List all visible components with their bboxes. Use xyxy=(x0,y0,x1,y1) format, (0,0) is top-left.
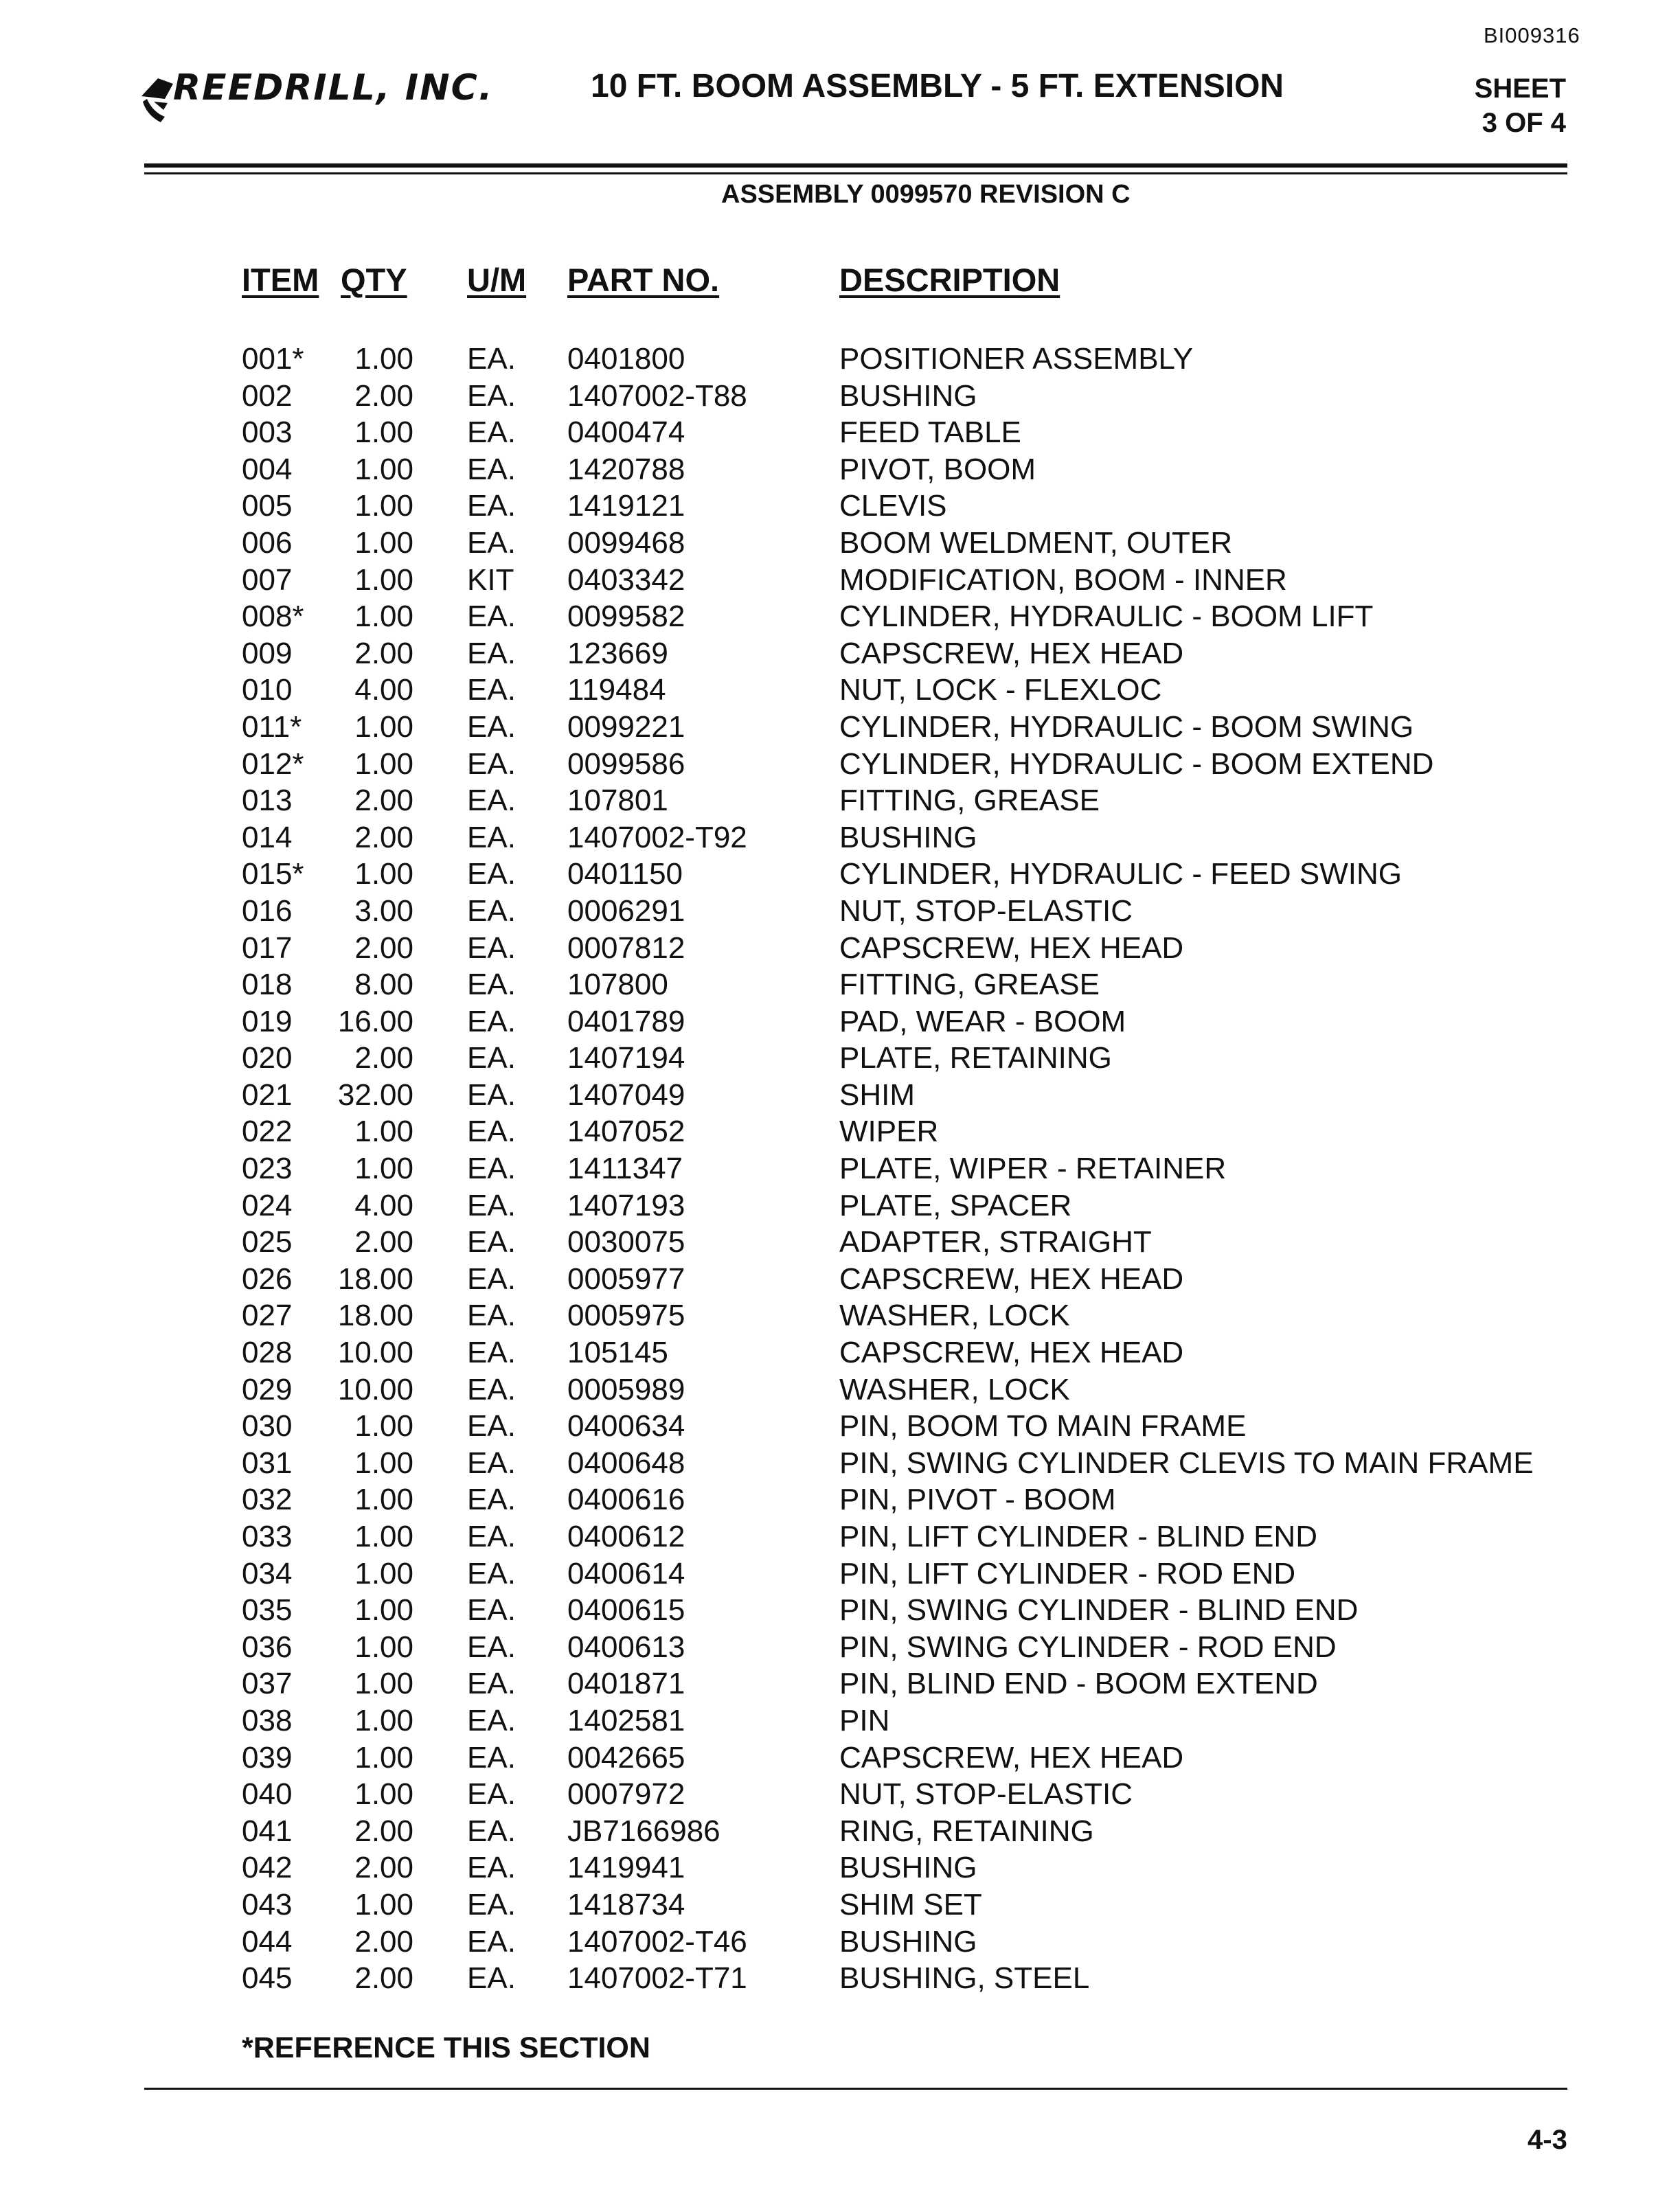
qty-cell: 1.00 xyxy=(354,1630,413,1664)
table-row xyxy=(0,857,1680,894)
item-cell: 038 xyxy=(242,1703,293,1737)
um-cell: EA. xyxy=(467,1483,516,1517)
table-row xyxy=(0,673,1680,710)
item-cell: 040 xyxy=(242,1777,293,1812)
page-title: 10 FT. BOOM ASSEMBLY - 5 FT. EXTENSION xyxy=(591,68,1284,104)
table-row xyxy=(0,894,1680,931)
um-cell: KIT xyxy=(467,562,514,597)
part-number-cell: 1407049 xyxy=(567,1077,685,1112)
part-number-cell: 0099586 xyxy=(567,746,685,781)
um-cell: EA. xyxy=(467,1630,516,1664)
qty-cell: 1.00 xyxy=(354,342,413,376)
description-cell: CYLINDER, HYDRAULIC - BOOM SWING xyxy=(839,709,1414,744)
description-cell: CAPSCREW, HEX HEAD xyxy=(839,1740,1184,1775)
description-cell: BUSHING xyxy=(839,1851,977,1885)
column-header-qty: QTY xyxy=(341,262,407,298)
table-row xyxy=(0,637,1680,674)
item-cell: 022 xyxy=(242,1115,293,1149)
part-number-cell: 0400474 xyxy=(567,415,685,450)
item-cell: 006 xyxy=(242,525,293,560)
item-cell: 021 xyxy=(242,1077,293,1112)
item-cell: 017 xyxy=(242,931,293,965)
table-row xyxy=(0,526,1680,563)
qty-cell: 1.00 xyxy=(354,1556,413,1590)
part-number-cell: 0006291 xyxy=(567,893,685,928)
qty-cell: 1.00 xyxy=(354,600,413,634)
description-cell: RING, RETAINING xyxy=(839,1814,1094,1848)
table-row xyxy=(0,600,1680,637)
description-cell: CYLINDER, HYDRAULIC - FEED SWING xyxy=(839,857,1402,891)
um-cell: EA. xyxy=(467,1041,516,1075)
item-cell: 003 xyxy=(242,415,293,450)
item-cell: 011* xyxy=(242,709,302,744)
description-cell: WASHER, LOCK xyxy=(839,1299,1070,1333)
part-number-cell: 0099582 xyxy=(567,600,685,634)
um-cell: EA. xyxy=(467,636,516,670)
item-cell: 005 xyxy=(242,489,293,523)
um-cell: EA. xyxy=(467,1225,516,1259)
description-cell: PIN, SWING CYLINDER CLEVIS TO MAIN FRAME xyxy=(839,1446,1534,1480)
qty-cell: 2.00 xyxy=(354,636,413,670)
table-row xyxy=(0,453,1680,490)
item-cell: 031 xyxy=(242,1446,293,1480)
um-cell: EA. xyxy=(467,1520,516,1553)
qty-cell: 2.00 xyxy=(354,1851,413,1885)
part-number-cell: 0007812 xyxy=(567,931,685,965)
table-row xyxy=(0,784,1680,821)
qty-cell: 2.00 xyxy=(354,931,413,965)
table-row xyxy=(0,968,1680,1005)
item-cell: 032 xyxy=(242,1483,293,1517)
table-row xyxy=(0,1483,1680,1520)
um-cell: EA. xyxy=(467,1077,516,1112)
description-cell: PIN, SWING CYLINDER - ROD END xyxy=(839,1630,1337,1664)
item-cell: 012* xyxy=(242,746,304,781)
part-number-cell: 1418734 xyxy=(567,1887,685,1921)
qty-cell: 18.00 xyxy=(337,1262,413,1296)
table-row xyxy=(0,1115,1680,1152)
qty-cell: 2.00 xyxy=(354,1814,413,1848)
item-cell: 039 xyxy=(242,1740,293,1775)
table-row xyxy=(0,1630,1680,1667)
qty-cell: 1.00 xyxy=(354,1777,413,1812)
part-number-cell: 0401789 xyxy=(567,1004,685,1038)
item-cell: 035 xyxy=(242,1593,293,1628)
um-cell: EA. xyxy=(467,600,516,634)
document-id: BI009316 xyxy=(1484,23,1580,47)
table-row xyxy=(0,1078,1680,1115)
item-cell: 045 xyxy=(242,1961,293,1996)
qty-cell: 1.00 xyxy=(354,709,413,744)
table-row xyxy=(0,1520,1680,1557)
qty-cell: 2.00 xyxy=(354,1225,413,1259)
part-number-cell: 0400616 xyxy=(567,1483,685,1517)
um-cell: EA. xyxy=(467,1188,516,1222)
qty-cell: 8.00 xyxy=(354,968,413,1002)
description-cell: PIN, PIVOT - BOOM xyxy=(839,1483,1116,1517)
part-number-cell: 1420788 xyxy=(567,452,685,486)
description-cell: MODIFICATION, BOOM - INNER xyxy=(839,562,1287,597)
table-row xyxy=(0,1888,1680,1925)
part-number-cell: 1407193 xyxy=(567,1188,685,1222)
um-cell: EA. xyxy=(467,1336,516,1370)
qty-cell: 18.00 xyxy=(337,1299,413,1333)
qty-cell: 10.00 xyxy=(337,1372,413,1406)
description-cell: PAD, WEAR - BOOM xyxy=(839,1004,1126,1038)
part-number-cell: 1402581 xyxy=(567,1703,685,1737)
um-cell: EA. xyxy=(467,857,516,891)
qty-cell: 1.00 xyxy=(354,1667,413,1701)
um-cell: EA. xyxy=(467,1004,516,1038)
qty-cell: 16.00 xyxy=(337,1004,413,1038)
qty-cell: 1.00 xyxy=(354,415,413,450)
part-number-cell: 107801 xyxy=(567,784,668,818)
table-row xyxy=(0,1593,1680,1630)
description-cell: BUSHING xyxy=(839,1924,977,1959)
header-rule-thick xyxy=(144,163,1567,168)
description-cell: PLATE, RETAINING xyxy=(839,1041,1112,1075)
item-cell: 027 xyxy=(242,1299,293,1333)
description-cell: BOOM WELDMENT, OUTER xyxy=(839,525,1233,560)
part-number-cell: 0007972 xyxy=(567,1777,685,1812)
item-cell: 029 xyxy=(242,1372,293,1406)
item-cell: 042 xyxy=(242,1851,293,1885)
um-cell: EA. xyxy=(467,1593,516,1628)
um-cell: EA. xyxy=(467,1740,516,1775)
um-cell: EA. xyxy=(467,415,516,450)
description-cell: PIN, SWING CYLINDER - BLIND END xyxy=(839,1593,1359,1628)
part-number-cell: 119484 xyxy=(567,673,666,707)
description-cell: PIVOT, BOOM xyxy=(839,452,1036,486)
qty-cell: 1.00 xyxy=(354,1887,413,1921)
um-cell: EA. xyxy=(467,378,516,413)
description-cell: WASHER, LOCK xyxy=(839,1372,1070,1406)
sheet-label: SHEET xyxy=(1474,73,1566,104)
part-number-cell: 0401871 xyxy=(567,1667,685,1701)
table-row xyxy=(0,1005,1680,1042)
description-cell: CAPSCREW, HEX HEAD xyxy=(839,636,1184,670)
item-cell: 004 xyxy=(242,452,293,486)
qty-cell: 10.00 xyxy=(337,1336,413,1370)
qty-cell: 1.00 xyxy=(354,452,413,486)
description-cell: CYLINDER, HYDRAULIC - BOOM EXTEND xyxy=(839,746,1434,781)
part-number-cell: 105145 xyxy=(567,1336,668,1370)
description-cell: PLATE, SPACER xyxy=(839,1188,1072,1222)
description-cell: CAPSCREW, HEX HEAD xyxy=(839,1336,1184,1370)
table-row xyxy=(0,1225,1680,1262)
um-cell: EA. xyxy=(467,1262,516,1296)
item-cell: 026 xyxy=(242,1262,293,1296)
column-header-um: U/M xyxy=(467,262,527,298)
table-row xyxy=(0,379,1680,416)
um-cell: EA. xyxy=(467,1851,516,1885)
part-number-cell: 0042665 xyxy=(567,1740,685,1775)
table-row xyxy=(0,1925,1680,1962)
description-cell: PIN, LIFT CYLINDER - ROD END xyxy=(839,1556,1296,1590)
description-cell: PIN, BOOM TO MAIN FRAME xyxy=(839,1409,1247,1444)
um-cell: EA. xyxy=(467,820,516,854)
item-cell: 037 xyxy=(242,1667,293,1701)
qty-cell: 1.00 xyxy=(354,1446,413,1480)
um-cell: EA. xyxy=(467,746,516,781)
table-row xyxy=(0,1041,1680,1078)
description-cell: FEED TABLE xyxy=(839,415,1021,450)
part-number-cell: 1407002-T92 xyxy=(567,820,747,854)
item-cell: 044 xyxy=(242,1924,293,1959)
qty-cell: 4.00 xyxy=(354,673,413,707)
description-cell: BUSHING, STEEL xyxy=(839,1961,1090,1996)
um-cell: EA. xyxy=(467,709,516,744)
item-cell: 036 xyxy=(242,1630,293,1664)
qty-cell: 2.00 xyxy=(354,1961,413,1996)
footer-rule xyxy=(144,2088,1567,2090)
table-row xyxy=(0,342,1680,379)
qty-cell: 1.00 xyxy=(354,1152,413,1186)
description-cell: BUSHING xyxy=(839,378,977,413)
item-cell: 034 xyxy=(242,1556,293,1590)
um-cell: EA. xyxy=(467,1961,516,1996)
item-cell: 043 xyxy=(242,1887,293,1921)
qty-cell: 1.00 xyxy=(354,1409,413,1444)
description-cell: NUT, LOCK - FLEXLOC xyxy=(839,673,1162,707)
parts-list xyxy=(0,342,1680,1998)
qty-cell: 1.00 xyxy=(354,562,413,597)
item-cell: 024 xyxy=(242,1188,293,1222)
part-number-cell: JB7166986 xyxy=(567,1814,720,1848)
sheet-indicator xyxy=(1456,71,1566,140)
qty-cell: 1.00 xyxy=(354,746,413,781)
item-cell: 009 xyxy=(242,636,293,670)
table-row xyxy=(0,415,1680,453)
description-cell: FITTING, GREASE xyxy=(839,968,1100,1002)
um-cell: EA. xyxy=(467,1556,516,1590)
table-row xyxy=(0,931,1680,968)
part-number-cell: 107800 xyxy=(567,968,668,1002)
part-number-cell: 1407002-T71 xyxy=(567,1961,747,1996)
description-cell: ADAPTER, STRAIGHT xyxy=(839,1225,1152,1259)
qty-cell: 2.00 xyxy=(354,1041,413,1075)
table-row xyxy=(0,1557,1680,1594)
description-cell: NUT, STOP-ELASTIC xyxy=(839,1777,1133,1812)
um-cell: EA. xyxy=(467,931,516,965)
table-row xyxy=(0,1373,1680,1410)
item-cell: 018 xyxy=(242,968,293,1002)
item-cell: 015* xyxy=(242,857,304,891)
part-number-cell: 0401150 xyxy=(567,857,683,891)
table-row xyxy=(0,1152,1680,1189)
part-number-cell: 1419121 xyxy=(567,489,685,523)
part-number-cell: 0099468 xyxy=(567,525,685,560)
part-number-cell: 0005975 xyxy=(567,1299,685,1333)
description-cell: CAPSCREW, HEX HEAD xyxy=(839,1262,1184,1296)
description-cell: CAPSCREW, HEX HEAD xyxy=(839,931,1184,965)
item-cell: 008* xyxy=(242,600,304,634)
part-number-cell: 1411347 xyxy=(567,1152,683,1186)
item-cell: 030 xyxy=(242,1409,293,1444)
description-cell: PIN, LIFT CYLINDER - BLIND END xyxy=(839,1520,1317,1553)
qty-cell: 1.00 xyxy=(354,857,413,891)
part-number-cell: 0400634 xyxy=(567,1409,685,1444)
qty-cell: 1.00 xyxy=(354,525,413,560)
part-number-cell: 1407002-T46 xyxy=(567,1924,747,1959)
qty-cell: 1.00 xyxy=(354,1703,413,1737)
table-row xyxy=(0,1851,1680,1888)
description-cell: SHIM xyxy=(839,1077,915,1112)
description-cell: PIN xyxy=(839,1703,890,1737)
table-row xyxy=(0,821,1680,858)
table-row xyxy=(0,563,1680,600)
item-cell: 025 xyxy=(242,1225,293,1259)
item-cell: 010 xyxy=(242,673,293,707)
item-cell: 001* xyxy=(242,342,304,376)
part-number-cell: 0401800 xyxy=(567,342,685,376)
um-cell: EA. xyxy=(467,1924,516,1959)
um-cell: EA. xyxy=(467,1814,516,1848)
qty-cell: 4.00 xyxy=(354,1188,413,1222)
item-cell: 013 xyxy=(242,784,293,818)
um-cell: EA. xyxy=(467,1115,516,1149)
qty-cell: 2.00 xyxy=(354,784,413,818)
table-row xyxy=(0,1409,1680,1446)
qty-cell: 3.00 xyxy=(354,893,413,928)
description-cell: PIN, BLIND END - BOOM EXTEND xyxy=(839,1667,1318,1701)
header-rule-thin xyxy=(144,172,1567,174)
item-cell: 041 xyxy=(242,1814,293,1848)
part-number-cell: 0030075 xyxy=(567,1225,685,1259)
part-number-cell: 1407194 xyxy=(567,1041,685,1075)
um-cell: EA. xyxy=(467,1887,516,1921)
item-cell: 007 xyxy=(242,562,293,597)
um-cell: EA. xyxy=(467,1777,516,1812)
um-cell: EA. xyxy=(467,968,516,1002)
part-number-cell: 0400612 xyxy=(567,1520,685,1553)
table-row xyxy=(0,1667,1680,1704)
table-row xyxy=(0,1704,1680,1741)
table-row xyxy=(0,1961,1680,1998)
qty-cell: 1.00 xyxy=(354,1483,413,1517)
qty-cell: 1.00 xyxy=(354,1740,413,1775)
um-cell: EA. xyxy=(467,1372,516,1406)
um-cell: EA. xyxy=(467,784,516,818)
um-cell: EA. xyxy=(467,1703,516,1737)
um-cell: EA. xyxy=(467,1409,516,1444)
part-number-cell: 1419941 xyxy=(567,1851,685,1885)
part-number-cell: 123669 xyxy=(567,636,668,670)
part-number-cell: 0005989 xyxy=(567,1372,685,1406)
item-cell: 020 xyxy=(242,1041,293,1075)
table-row xyxy=(0,1336,1680,1373)
um-cell: EA. xyxy=(467,673,516,707)
company-name: REEDRILL, INC. xyxy=(173,67,494,109)
um-cell: EA. xyxy=(467,525,516,560)
column-header-item: ITEM xyxy=(242,262,319,298)
table-row xyxy=(0,1299,1680,1336)
item-cell: 002 xyxy=(242,378,293,413)
description-cell: PLATE, WIPER - RETAINER xyxy=(839,1152,1227,1186)
table-row xyxy=(0,489,1680,526)
item-cell: 014 xyxy=(242,820,293,854)
um-cell: EA. xyxy=(467,1667,516,1701)
description-cell: WIPER xyxy=(839,1115,939,1149)
description-cell: CLEVIS xyxy=(839,489,947,523)
column-header-description: DESCRIPTION xyxy=(839,262,1060,298)
qty-cell: 2.00 xyxy=(354,378,413,413)
table-row xyxy=(0,747,1680,784)
qty-cell: 1.00 xyxy=(354,1520,413,1553)
item-cell: 028 xyxy=(242,1336,293,1370)
table-row xyxy=(0,1189,1680,1226)
part-number-cell: 0403342 xyxy=(567,562,685,597)
footnote: *REFERENCE THIS SECTION xyxy=(242,2031,650,2064)
description-cell: NUT, STOP-ELASTIC xyxy=(839,893,1133,928)
item-cell: 033 xyxy=(242,1520,293,1553)
qty-cell: 1.00 xyxy=(354,1115,413,1149)
description-cell: POSITIONER ASSEMBLY xyxy=(839,342,1194,376)
item-cell: 019 xyxy=(242,1004,293,1038)
qty-cell: 2.00 xyxy=(354,820,413,854)
part-number-cell: 1407002-T88 xyxy=(567,378,747,413)
table-row xyxy=(0,1446,1680,1483)
sheet-value: 3 OF 4 xyxy=(1482,108,1566,138)
qty-cell: 32.00 xyxy=(337,1077,413,1112)
um-cell: EA. xyxy=(467,1446,516,1480)
item-cell: 023 xyxy=(242,1152,293,1186)
part-number-cell: 0400615 xyxy=(567,1593,685,1628)
item-cell: 016 xyxy=(242,893,293,928)
um-cell: EA. xyxy=(467,452,516,486)
company-logo xyxy=(137,66,494,141)
qty-cell: 1.00 xyxy=(354,489,413,523)
table-row xyxy=(0,1741,1680,1778)
part-number-cell: 0400614 xyxy=(567,1556,685,1590)
um-cell: EA. xyxy=(467,342,516,376)
qty-cell: 1.00 xyxy=(354,1593,413,1628)
um-cell: EA. xyxy=(467,1299,516,1333)
table-row xyxy=(0,1777,1680,1814)
column-header-part-no: PART NO. xyxy=(567,262,720,298)
part-number-cell: 0400613 xyxy=(567,1630,685,1664)
um-cell: EA. xyxy=(467,489,516,523)
description-cell: BUSHING xyxy=(839,820,977,854)
description-cell: FITTING, GREASE xyxy=(839,784,1100,818)
um-cell: EA. xyxy=(467,1152,516,1186)
table-row xyxy=(0,1814,1680,1851)
description-cell: SHIM SET xyxy=(839,1887,982,1921)
part-number-cell: 1407052 xyxy=(567,1115,685,1149)
table-row xyxy=(0,1262,1680,1299)
um-cell: EA. xyxy=(467,893,516,928)
page-number: 4-3 xyxy=(1528,2125,1567,2155)
part-number-cell: 0400648 xyxy=(567,1446,685,1480)
table-row xyxy=(0,710,1680,747)
qty-cell: 2.00 xyxy=(354,1924,413,1959)
part-number-cell: 0099221 xyxy=(567,709,685,744)
part-number-cell: 0005977 xyxy=(567,1262,685,1296)
assembly-revision: ASSEMBLY 0099570 REVISION C xyxy=(721,180,1131,209)
description-cell: CYLINDER, HYDRAULIC - BOOM LIFT xyxy=(839,600,1374,634)
